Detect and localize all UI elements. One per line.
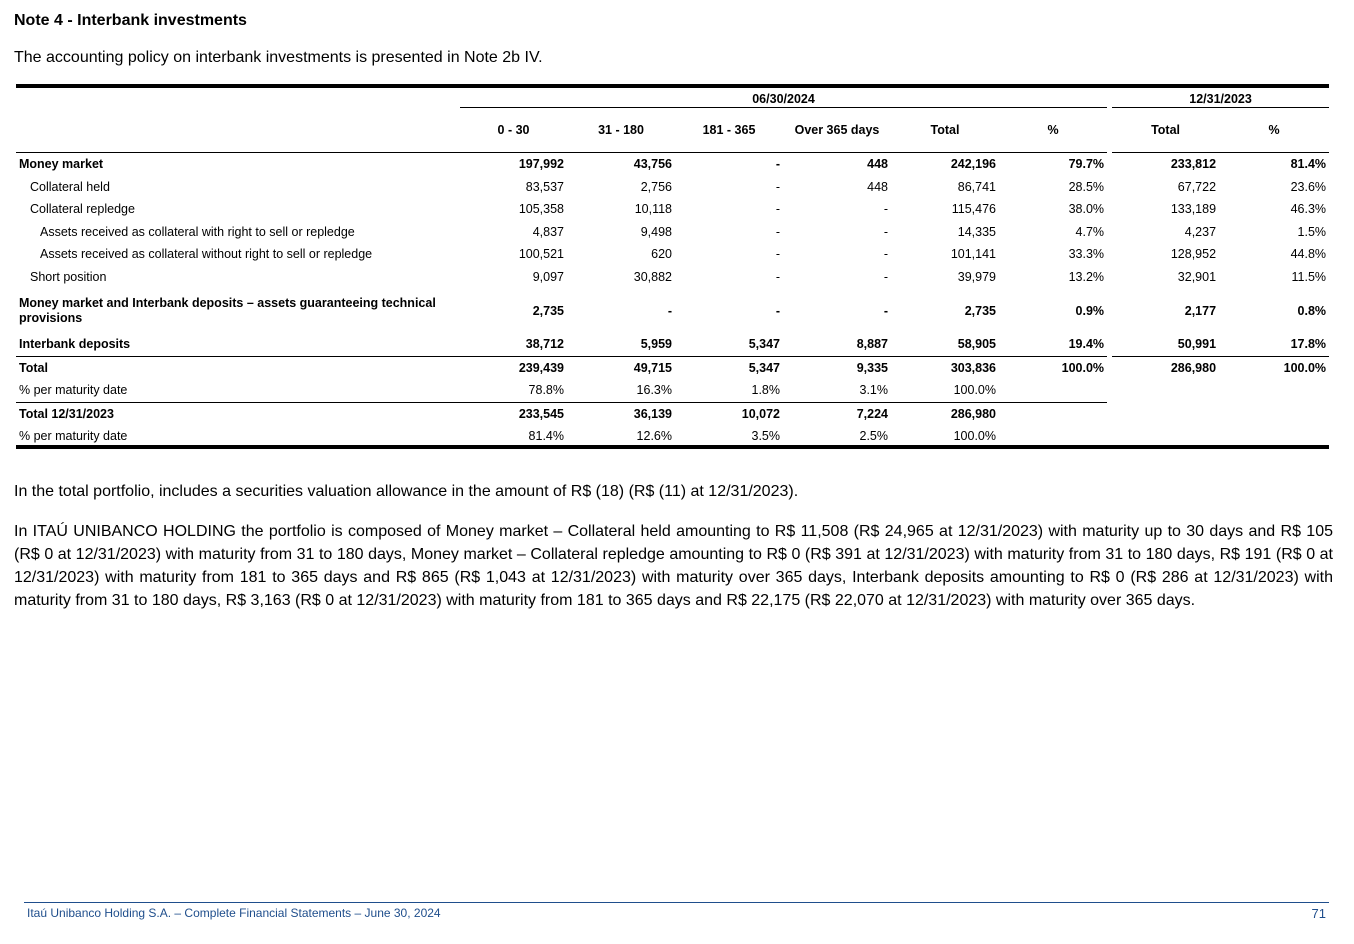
- table-row-total-prior: [16, 402, 1329, 425]
- row-label: Assets received as collateral with right to sell or repledge: [40, 224, 355, 239]
- cell: 50,991: [1177, 337, 1217, 352]
- cell: 3.5%: [751, 429, 780, 444]
- row-label: Short position: [30, 269, 107, 284]
- col-header: Total: [1112, 108, 1219, 153]
- row-label: % per maturity date: [19, 383, 128, 398]
- cell: 286,980: [1112, 356, 1219, 379]
- row-label: Total: [16, 356, 460, 379]
- cell: 14,335: [957, 224, 996, 239]
- cell: 233,545: [460, 402, 567, 425]
- cell: -: [775, 179, 780, 194]
- cell: -: [775, 269, 780, 284]
- cell: 46.3%: [1290, 202, 1327, 217]
- cell: 0.8%: [1297, 303, 1327, 318]
- table-row: [16, 379, 1329, 402]
- row-label: Assets received as collateral without right to sell or repledge: [40, 247, 373, 262]
- cell: 16.3%: [636, 383, 672, 398]
- cell: 133,189: [1170, 202, 1217, 217]
- cell: 38.0%: [1068, 202, 1105, 217]
- col-header: %: [1219, 108, 1329, 153]
- cell: -: [775, 202, 780, 217]
- cell: 81.4%: [1290, 157, 1327, 172]
- cell: 4,237: [1184, 224, 1217, 239]
- column-header-row: [16, 108, 1329, 153]
- cell: 79.7%: [1068, 157, 1105, 172]
- table-row: [16, 288, 1329, 333]
- cell: -: [775, 247, 780, 262]
- cell: 17.8%: [1290, 337, 1327, 352]
- cell: 86,741: [957, 179, 996, 194]
- cell: 0.9%: [1075, 303, 1105, 318]
- table-row: [16, 221, 1329, 244]
- cell: -: [775, 224, 780, 239]
- cell: 101,141: [950, 247, 996, 262]
- cell: 49,715: [567, 356, 675, 379]
- col-header: %: [999, 108, 1107, 153]
- cell: 105,358: [518, 202, 564, 217]
- table-bottom-rule: [16, 445, 1329, 449]
- cell: 7,224: [783, 402, 891, 425]
- cell: 100.0%: [1219, 356, 1329, 379]
- cell: 2,735: [964, 303, 996, 318]
- table-row-total: [16, 356, 1329, 379]
- cell: 8,887: [856, 337, 888, 352]
- page-number: 71: [1311, 906, 1326, 921]
- table-row: [16, 333, 1329, 356]
- note-paragraph-holding: In ITAÚ UNIBANCO HOLDING the portfolio is composed of Money market – Collateral held amounting to R$ 11,508 (R$ 24,965 at 12/31/2023) with maturity up to 30 days and R$ 105 (R$ 0 at 12/31/2023) with maturity from 31 to 180 days, Money market – Collateral repledge amounting to R$ 0 (R$ 391 at 12/31/2023) with maturity from 31 to 180 days, R$ 191 (R$ 0 at 12/31/2023) with maturity from 181 to 365 days and R$ 865 (R$ 1,043 at 12/31/2023) with maturity over 365 days, Interbank deposits amounting to R$ 0 (R$ 286 at 12/31/2023) with maturity from 31 to 180 days, R$ 3,163 (R$ 0 at 12/31/2023) with maturity from 181 to 365 days and R$ 22,175 (R$ 22,070 at 12/31/2023) with maturity over 365 days.: [14, 523, 1333, 609]
- cell: 12.6%: [636, 429, 672, 444]
- cell: 78.8%: [528, 383, 564, 398]
- cell: 1.8%: [751, 383, 780, 398]
- cell: -: [883, 247, 888, 262]
- cell: -: [775, 303, 780, 318]
- page-title: Note 4 - Interbank investments: [14, 12, 247, 29]
- cell: 100,521: [518, 247, 564, 262]
- cell: 81.4%: [528, 429, 564, 444]
- cell: 2,756: [640, 179, 672, 194]
- table-row: [16, 153, 1329, 176]
- period-prior-header: 12/31/2023: [1112, 88, 1329, 108]
- cell: 33.3%: [1068, 247, 1105, 262]
- cell: 44.8%: [1290, 247, 1327, 262]
- cell: 286,980: [891, 402, 999, 425]
- row-label: Interbank deposits: [19, 337, 131, 352]
- cell: 38,712: [525, 337, 564, 352]
- cell: 3.1%: [859, 383, 888, 398]
- cell: 448: [867, 179, 888, 194]
- cell: 100.0%: [999, 356, 1107, 379]
- row-label: Collateral held: [30, 179, 110, 194]
- cell: 448: [867, 157, 888, 172]
- row-label: Collateral repledge: [30, 202, 135, 217]
- cell: 303,836: [891, 356, 999, 379]
- cell: -: [667, 303, 672, 318]
- cell: -: [883, 303, 888, 318]
- cell: -: [883, 269, 888, 284]
- cell: 1.5%: [1297, 224, 1327, 239]
- cell: 67,722: [1177, 179, 1217, 194]
- cell: 115,476: [951, 202, 996, 217]
- cell: -: [775, 157, 780, 172]
- table-row: [16, 176, 1329, 199]
- cell: 5,347: [675, 356, 783, 379]
- row-label: % per maturity date: [19, 429, 128, 444]
- cell: 242,196: [950, 157, 996, 172]
- financial-table: [16, 88, 1329, 448]
- cell: 5,959: [640, 337, 672, 352]
- cell: 32,901: [1177, 269, 1217, 284]
- cell: 11.5%: [1291, 269, 1327, 284]
- row-label: Total 12/31/2023: [16, 402, 460, 425]
- cell: 239,439: [460, 356, 567, 379]
- row-label: Money market: [19, 157, 104, 172]
- period-current-header: 06/30/2024: [460, 88, 1107, 108]
- cell: 30,882: [633, 269, 672, 284]
- cell: 9,498: [640, 224, 672, 239]
- row-label: Money market and Interbank deposits – assets guaranteeing technical provisions: [19, 295, 436, 325]
- col-header: Total: [891, 108, 999, 153]
- cell: 19.4%: [1068, 337, 1105, 352]
- cell: 197,992: [518, 157, 564, 172]
- cell: 128,952: [1170, 247, 1217, 262]
- cell: 2.5%: [859, 429, 888, 444]
- cell: 10,072: [675, 402, 783, 425]
- cell: 39,979: [957, 269, 996, 284]
- cell: 2,177: [1184, 303, 1217, 318]
- cell: 233,812: [1170, 157, 1217, 172]
- cell: -: [883, 224, 888, 239]
- cell: 100.0%: [953, 383, 996, 398]
- cell: 10,118: [634, 202, 672, 217]
- cell: 58,905: [957, 337, 996, 352]
- table-row: [16, 266, 1329, 289]
- cell: -: [883, 202, 888, 217]
- cell: 23.6%: [1290, 179, 1327, 194]
- cell: 13.2%: [1068, 269, 1105, 284]
- cell: 9,097: [532, 269, 564, 284]
- cell: 36,139: [567, 402, 675, 425]
- cell: 4.7%: [1075, 224, 1105, 239]
- cell: 5,347: [748, 337, 780, 352]
- col-header: Over 365 days: [783, 108, 891, 153]
- cell: 2,735: [532, 303, 564, 318]
- cell: 4,837: [532, 224, 564, 239]
- intro-text: The accounting policy on interbank investments is presented in Note 2b IV.: [14, 49, 543, 66]
- cell: 43,756: [633, 157, 672, 172]
- col-header: 31 - 180: [567, 108, 675, 153]
- note-paragraph-allowance: In the total portfolio, includes a securities valuation allowance in the amount of R$ (18) (R$ (11) at 12/31/2023).: [14, 483, 799, 500]
- table-row: [16, 198, 1329, 221]
- col-header: 0 - 30: [460, 108, 567, 153]
- cell: 9,335: [783, 356, 891, 379]
- footer-rule: [24, 902, 1329, 903]
- col-header: 181 - 365: [675, 108, 783, 153]
- cell: 100.0%: [953, 429, 996, 444]
- cell: 620: [651, 247, 672, 262]
- period-header-row: [16, 88, 1329, 108]
- table-row: [16, 243, 1329, 266]
- footer-document-title: Itaú Unibanco Holding S.A. – Complete Financial Statements – June 30, 2024: [27, 906, 441, 920]
- cell: 28.5%: [1068, 179, 1105, 194]
- cell: 83,537: [525, 179, 564, 194]
